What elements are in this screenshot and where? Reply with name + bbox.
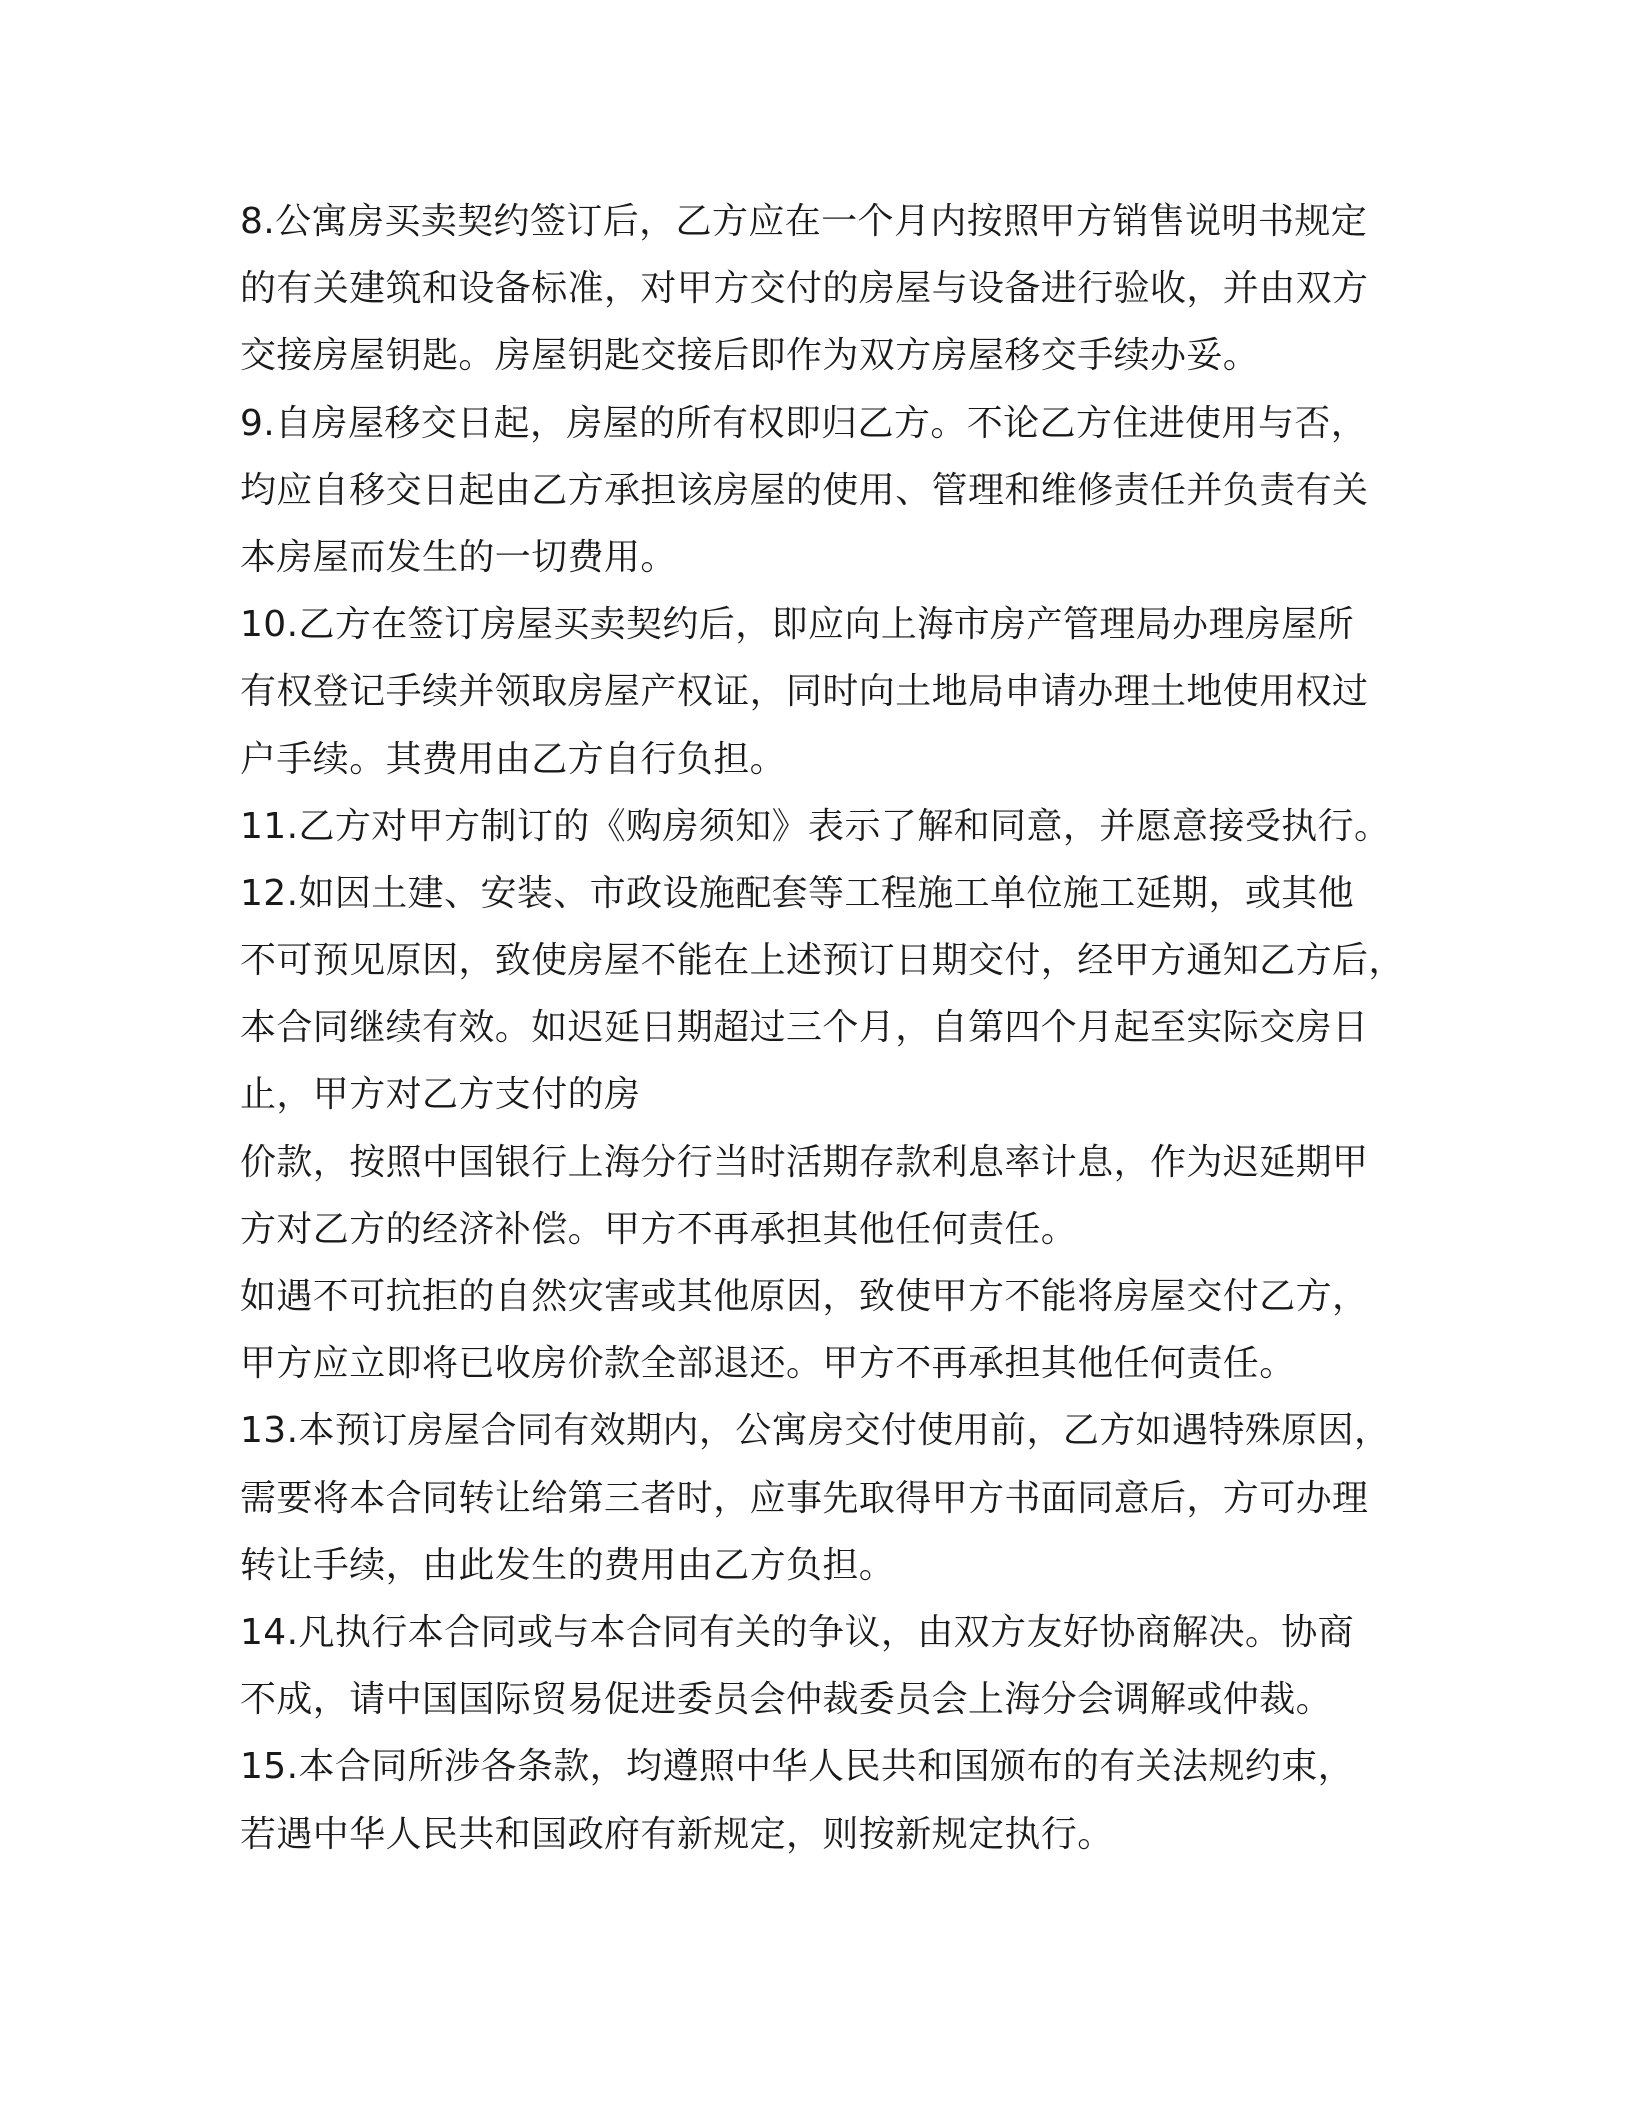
text-line: 方对乙方的经济补偿。甲方不再承担其他任何责任。 [240,1208,1078,1250]
text-line: 甲方应立即将已收房价款全部退还。甲方不再承担其他任何责任。 [240,1343,1296,1385]
text-line: 13.本预订房屋合同有效期内，公寓房交付使用前，乙方如遇特殊原因， [240,1410,1391,1452]
text-line: 8.公寓房买卖契约签订后，乙方应在一个月内按照甲方销售说明书规定 [240,201,1368,242]
text-line: 不可预见原因，致使房屋不能在上述预订日期交付，经甲方通知乙方后， [240,940,1405,982]
text-line: 12.如因土建、安装、市政设施配套等工程施工单位施工延期，或其他 [240,872,1355,914]
text-line: 本合同继续有效。如迟延日期超过三个月，自第四个月起至实际交房日 [240,1007,1369,1049]
text-line: 11.乙方对甲方制订的《购房须知》表示了解和同意，并愿意接受执行。 [240,805,1391,847]
text-line: 14.凡执行本合同或与本合同有关的争议，由双方友好协商解决。协商 [240,1611,1355,1653]
text-line: 15.本合同所涉各条款，均遵照中华人民共和国颁布的有关法规约束， [240,1746,1355,1788]
text-line: 的有关建筑和设备标准，对甲方交付的房屋与设备进行验收，并由双方 [240,268,1369,310]
text-line: 本房屋而发生的一切费用。 [240,536,677,578]
contract-text-body [240,188,1405,1868]
text-line: 有权登记手续并领取房屋产权证，同时向土地局申请办理土地使用权过 [240,671,1369,713]
text-line: 均应自移交日起由乙方承担该房屋的使用、管理和维修责任并负责有关 [240,469,1369,511]
text-line: 止，甲方对乙方支付的房 [240,1074,641,1116]
text-line: 户手续。其费用由乙方自行负担。 [240,738,787,780]
text-line: 需要将本合同转让给第三者时，应事先取得甲方书面同意后，方可办理 [240,1477,1369,1519]
text-line: 转让手续，由此发生的费用由乙方负担。 [240,1544,896,1586]
text-line: 10.乙方在签订房屋买卖契约后，即应向上海市房产管理局办理房屋所 [240,604,1355,646]
text-line: 价款，按照中国银行上海分行当时活期存款利息率计息，作为迟延期甲 [240,1141,1369,1183]
text-line: 若遇中华人民共和国政府有新规定，则按新规定执行。 [240,1813,1114,1855]
text-line: 9.自房屋移交日起，房屋的所有权即归乙方。不论乙方住进使用与否， [240,402,1368,444]
text-line: 不成，请中国国际贸易促进委员会仲裁委员会上海分会调解或仲裁。 [240,1679,1333,1721]
text-line: 交接房屋钥匙。房屋钥匙交接后即作为双方房屋移交手续办妥。 [240,335,1260,377]
text-line: 如遇不可抗拒的自然灾害或其他原因，致使甲方不能将房屋交付乙方， [240,1276,1369,1317]
